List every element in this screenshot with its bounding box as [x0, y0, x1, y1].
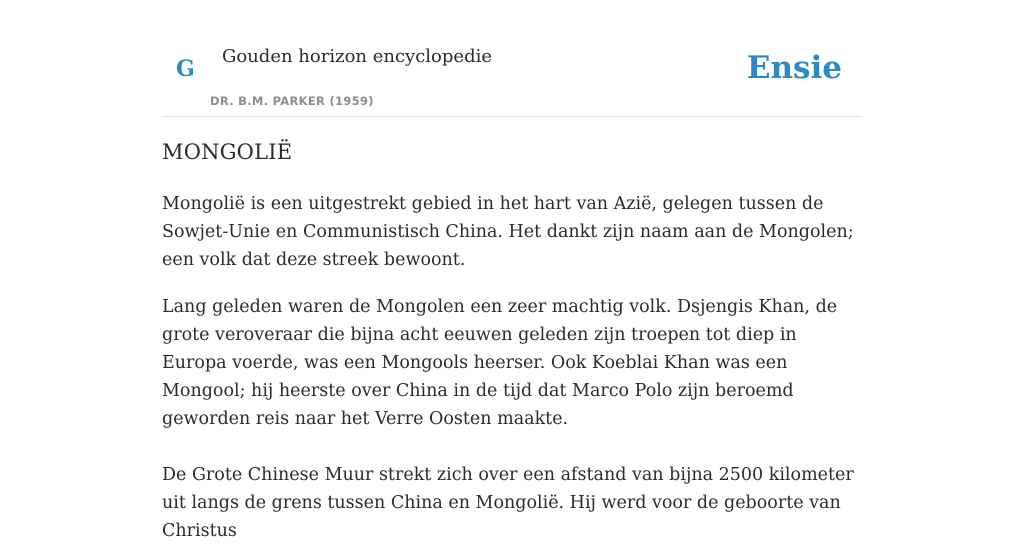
- page-header: [162, 0, 862, 117]
- article-paragraph-1: Mongolië is een uitgestrekt gebied in het hart van Azië, gelegen tussen de Sowjet-Unie en Communistisch China. Het dankt zijn naam aan de Mongolen; een volk dat deze streek bewoont.: [162, 194, 854, 270]
- article-paragraph-2: Lang geleden waren de Mongolen een zeer machtig volk. Dsjengis Khan, de grote veroveraar die bijna acht eeuwen geleden zijn troepen tot diep in Europa voerde, was een Mongools heerser. Ook Koeblai Khan was een Mongool; hij heerste over China in de tijd dat Marco Polo zijn beroemd geworden reis naar het Verre Oosten maakte.: [162, 297, 838, 429]
- book-author: DR. B.M. PARKER (1959): [210, 94, 374, 108]
- ensie-logo-link[interactable]: Ensie: [746, 50, 842, 86]
- article-title: MONGOLIË: [162, 140, 293, 164]
- article: [162, 140, 862, 545]
- article-paragraph-3: De Grote Chinese Muur strekt zich over een afstand van bijna 2500 kilometer uit langs de grens tussen China en Mongolië. Hij werd voor de geboorte van Christus: [162, 465, 854, 541]
- book-logo-icon[interactable]: G: [176, 56, 195, 82]
- book-title[interactable]: Gouden horizon encyclopedie: [222, 46, 492, 67]
